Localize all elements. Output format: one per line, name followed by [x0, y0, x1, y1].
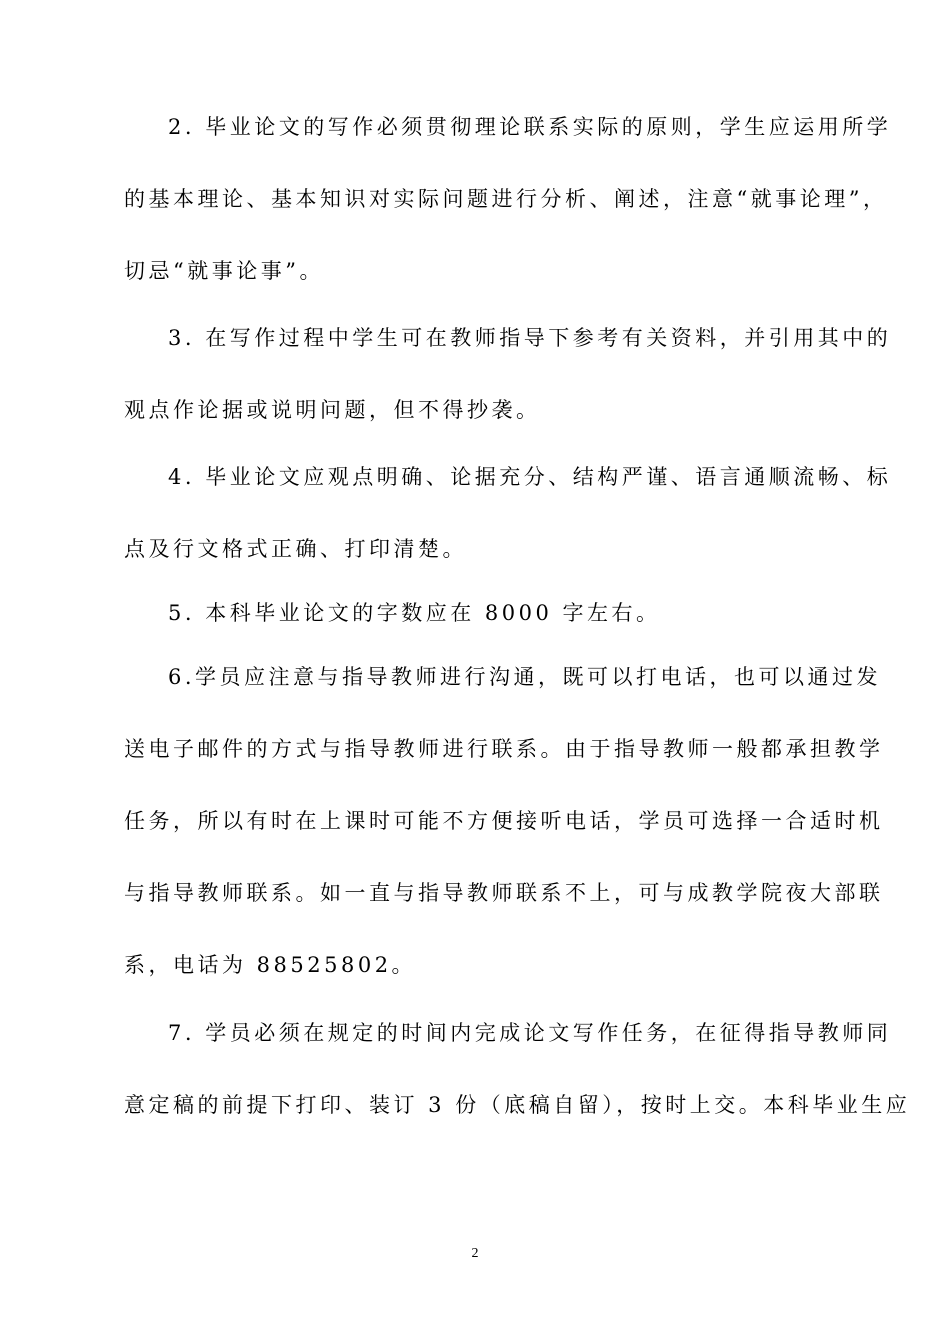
paragraph-2-line-3: 切忌“就事论事”。	[124, 259, 324, 283]
paragraph-6-line-5: 系，电话为 88525802。	[124, 953, 417, 977]
paragraph-3-line-1: 3. 在写作过程中学生可在教师指导下参考有关资料，并引用其中的	[168, 326, 892, 350]
paragraph-7-line-1: 7. 学员必须在规定的时间内完成论文写作任务，在征得指导教师同	[168, 1021, 892, 1045]
paragraph-2-line-2: 的基本理论、基本知识对实际问题进行分析、阐述，注意“就事论理”，	[124, 187, 888, 211]
page-number: 2	[471, 1246, 479, 1261]
paragraph-6-line-3: 任务，所以有时在上课时可能不方便接听电话，学员可选择一合适时机	[124, 809, 884, 833]
paragraph-6-line-4: 与指导教师联系。如一直与指导教师联系不上，可与成教学院夜大部联	[124, 881, 884, 905]
paragraph-4-line-1: 4. 毕业论文应观点明确、论据充分、结构严谨、语言通顺流畅、标	[168, 465, 892, 489]
paragraph-6-line-2: 送电子邮件的方式与指导教师进行联系。由于指导教师一般都承担教学	[124, 737, 884, 761]
paragraph-5-line-1: 5. 本科毕业论文的字数应在 8000 字左右。	[168, 601, 661, 625]
paragraph-4-line-2: 点及行文格式正确、打印清楚。	[124, 537, 467, 561]
paragraph-3-line-2: 观点作论据或说明问题，但不得抄袭。	[124, 398, 541, 422]
paragraph-2-line-1: 2. 毕业论文的写作必须贯彻理论联系实际的原则，学生应运用所学	[168, 115, 892, 139]
paragraph-7-line-2: 意定稿的前提下打印、装订 3 份（底稿自留），按时上交。本科毕业生应	[124, 1093, 911, 1117]
paragraph-6-line-1: 6.学员应注意与指导教师进行沟通，既可以打电话，也可以通过发	[168, 665, 882, 689]
